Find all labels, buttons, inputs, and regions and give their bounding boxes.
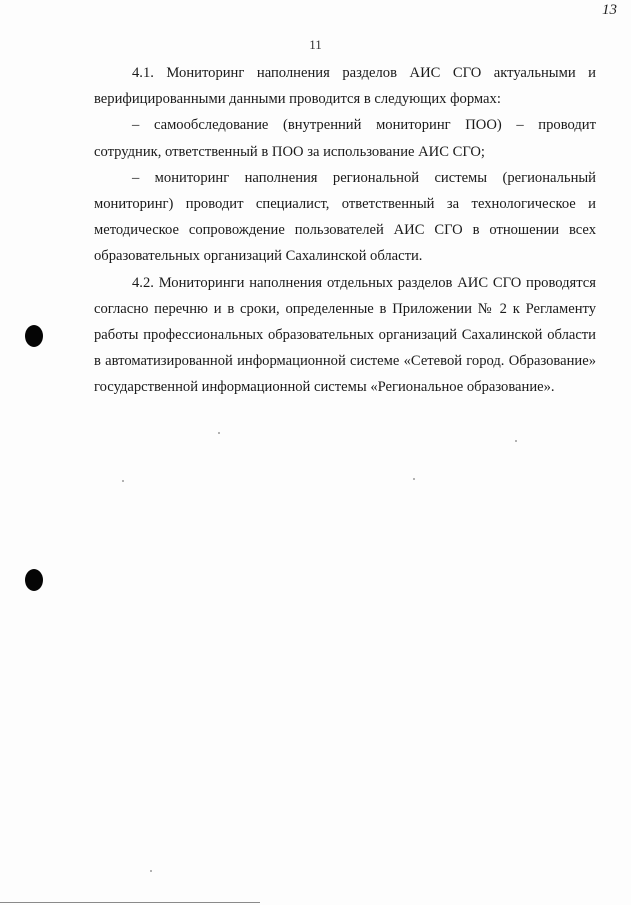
scan-speck [218, 432, 220, 434]
punch-hole-icon [25, 569, 43, 591]
scan-speck [413, 478, 415, 480]
paragraph-self-assessment: – самообследование (внутренний мониторинг ПОО) – проводит сотрудник, ответственный в ПОО за использование АИС СГО; [94, 117, 596, 160]
handwritten-page-mark: 13 [602, 2, 617, 18]
document-body [94, 60, 596, 401]
paragraph-4-1: 4.1. Мониторинг наполнения разделов АИС СГО актуальными и верифицированными данными проводится в следующих формах: [94, 65, 596, 108]
scan-speck [515, 440, 517, 442]
punch-hole-icon [25, 325, 43, 347]
page-number: 11 [309, 37, 322, 52]
scan-speck [150, 870, 152, 872]
paragraph-4-2: 4.2. Мониторинги наполнения отдельных разделов АИС СГО проводятся согласно перечню и в сроки, определенные в Приложении № 2 к Регламенту работы профессиональных образовательных организаций Сахалинской области в автоматизированной информационной системе «Сетевой город. Образование» государственной информационной системы «Региональное образование». [94, 274, 596, 396]
scan-edge-line [0, 902, 260, 903]
paragraph-regional-monitoring: – мониторинг наполнения региональной системы (региональный мониторинг) проводит специалист, ответственный за технологическое и методическое сопровождение пользователей АИС СГО в отношении всех образовательных организаций Сахалинской области. [94, 169, 596, 265]
scan-speck [122, 480, 124, 482]
